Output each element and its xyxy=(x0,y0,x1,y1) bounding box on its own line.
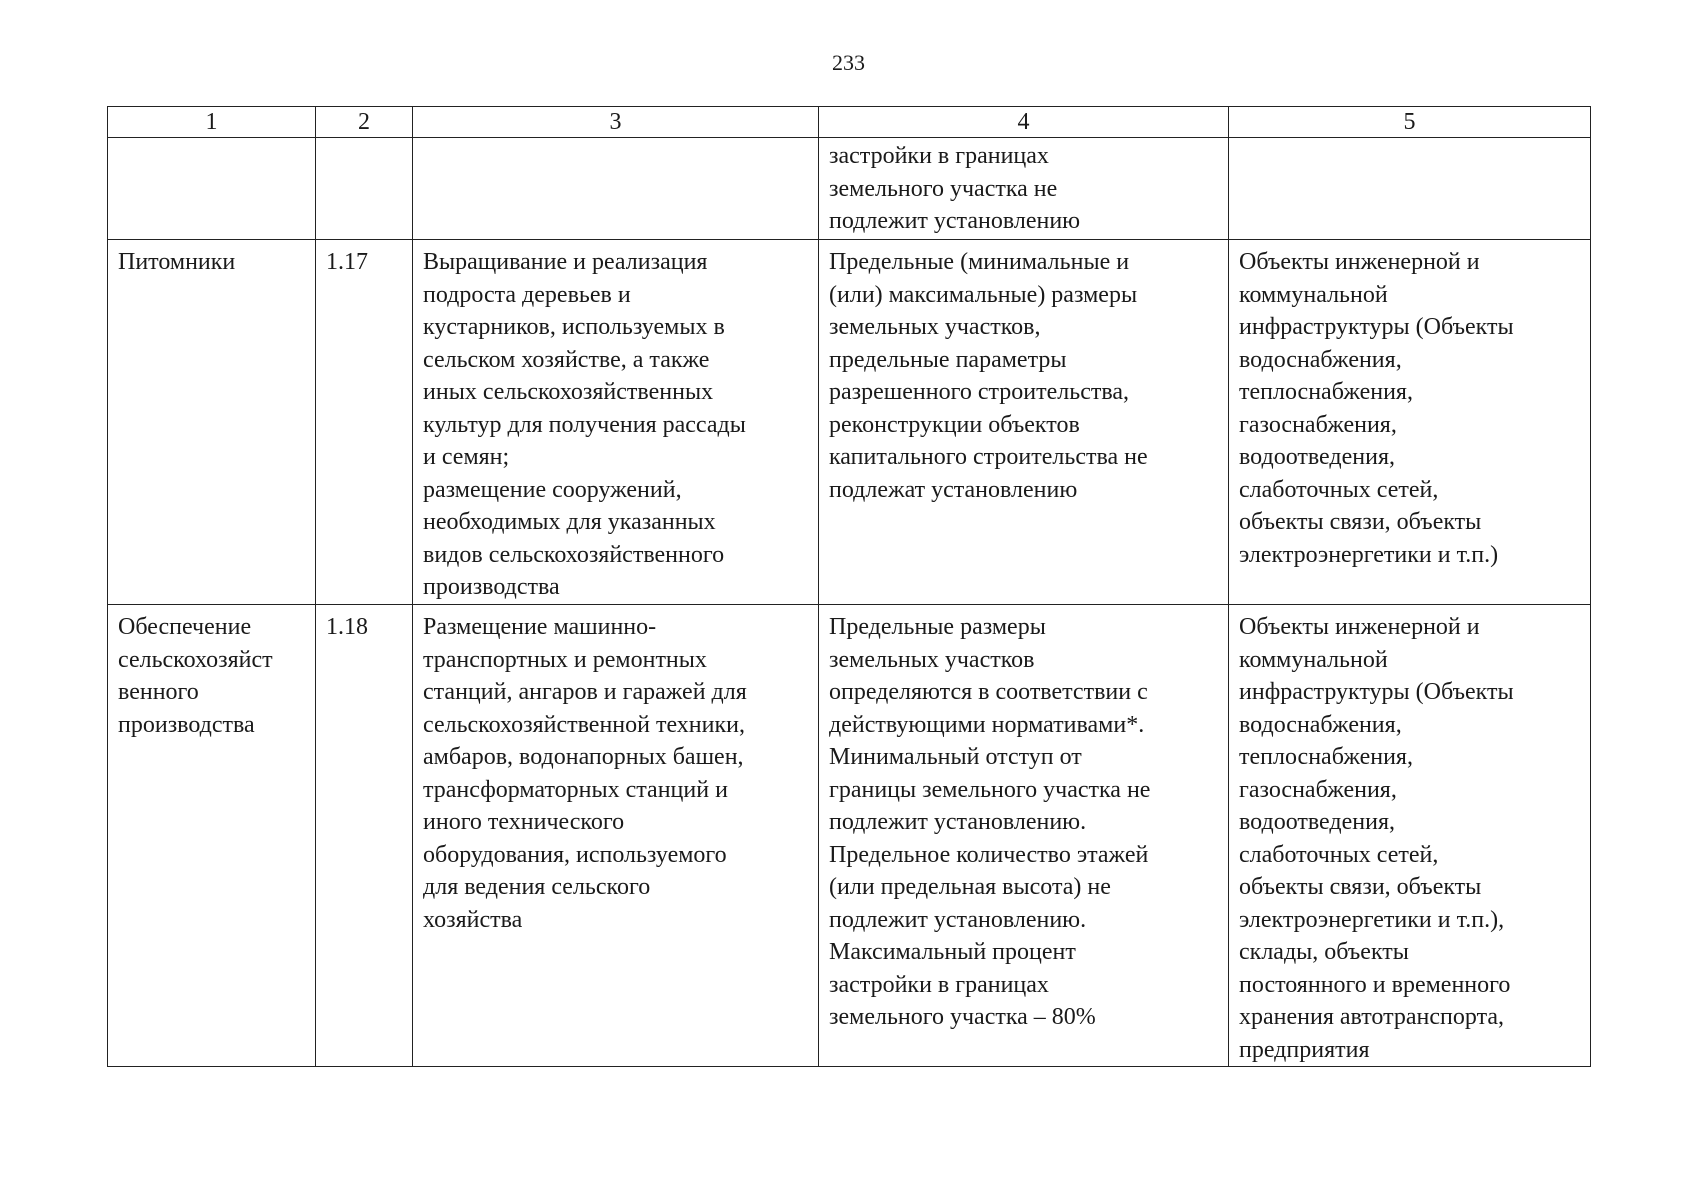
column-header: 3 xyxy=(413,107,819,138)
auxiliary-uses-cell: Объекты инженерной и коммунальной инфраструктуры (Объекты водоснабжения, теплоснабжения, газоснабжения, водоотведения, слаботочных сетей, объекты связи, объекты электроэнергетики и т.п.), склады, объекты постоянного и временного хранения автотранспорта, предприятия xyxy=(1229,605,1591,1067)
table-row xyxy=(108,240,1591,605)
column-header: 2 xyxy=(316,107,413,138)
column-header: 5 xyxy=(1229,107,1591,138)
table-row xyxy=(108,138,1591,240)
use-description-cell: Выращивание и реализация подроста деревьев и кустарников, используемых в сельском хозяйстве, а также иных сельскохозяйственных культур для получения рассады и семян; размещение сооружений, необходимых для указанных видов сельскохозяйственного производства xyxy=(413,240,819,605)
table-header-row xyxy=(108,107,1591,138)
parameters-cell: застройки в границах земельного участка не подлежит установлению xyxy=(819,138,1229,240)
table-row xyxy=(108,605,1591,1067)
parameters-cell: Предельные размеры земельных участков определяются в соответствии с действующими нормативами*. Минимальный отступ от границы земельного участка не подлежит установлению. Предельное количество этажей (или предельная высота) не подлежит установлению. Максимальный процент застройки в границах земельного участка – 80% xyxy=(819,605,1229,1067)
auxiliary-uses-cell: Объекты инженерной и коммунальной инфраструктуры (Объекты водоснабжения, теплоснабжения, газоснабжения, водоотведения, слаботочных сетей, объекты связи, объекты электроэнергетики и т.п.) xyxy=(1229,240,1591,605)
use-description-cell: Размещение машинно- транспортных и ремонтных станций, ангаров и гаражей для сельскохозяйственной техники, амбаров, водонапорных башен, трансформаторных станций и иного технического оборудования, используемого для ведения сельского хозяйства xyxy=(413,605,819,1067)
use-name-cell xyxy=(108,138,316,240)
column-header: 1 xyxy=(108,107,316,138)
auxiliary-uses-cell xyxy=(1229,138,1591,240)
parameters-cell: Предельные (минимальные и (или) максимальные) размеры земельных участков, предельные параметры разрешенного строительства, реконструкции объектов капитального строительства не подлежат установлению xyxy=(819,240,1229,605)
use-code-cell: 1.18 xyxy=(316,605,413,1067)
use-description-cell xyxy=(413,138,819,240)
page-number: 233 xyxy=(832,50,865,75)
use-name-cell: Обеспечение сельскохозяйст венного производства xyxy=(108,605,316,1067)
use-code-cell: 1.17 xyxy=(316,240,413,605)
column-header: 4 xyxy=(819,107,1229,138)
land-use-table xyxy=(107,106,1591,1067)
use-name-cell: Питомники xyxy=(108,240,316,605)
use-code-cell xyxy=(316,138,413,240)
